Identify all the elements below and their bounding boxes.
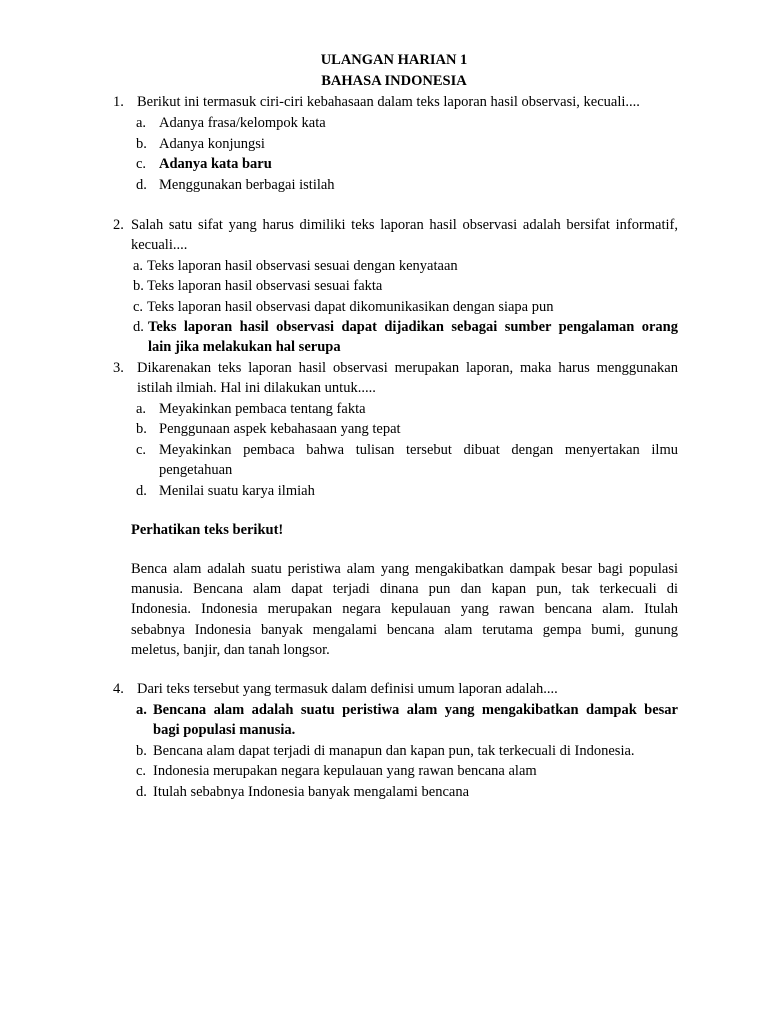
option-letter: a. — [133, 258, 144, 274]
option-text: Meyakinkan pembaca bahwa tulisan tersebut dibuat dengan menyertakan ilmu — [159, 442, 678, 458]
question-text: Dari teks tersebut yang termasuk dalam definisi umum laporan adalah.... — [137, 681, 558, 697]
option-text: Adanya konjungsi — [159, 136, 265, 152]
option-letter: b. — [136, 421, 147, 437]
option-letter: a. — [136, 401, 147, 417]
option-letter: d. — [133, 319, 144, 335]
option-letter: c. — [136, 156, 147, 172]
option-letter: c. — [136, 763, 147, 779]
option-letter: b. — [133, 278, 144, 294]
question-text-line: kecuali.... — [131, 237, 188, 253]
option-text: Menggunakan berbagai istilah — [159, 177, 335, 193]
option-text: Penggunaan aspek kebahasaan yang tepat — [159, 421, 401, 437]
question-number: 1. — [113, 94, 124, 110]
question-text-line: istilah ilmiah. Hal ini dilakukan untuk..... — [137, 380, 376, 396]
option-letter: d. — [136, 784, 147, 800]
option-letter: a. — [136, 702, 147, 718]
passage-line: meletus, banjir, dan tanah longsor. — [131, 642, 330, 658]
option-text-answer: lain jika melakukan hal serupa — [148, 339, 341, 355]
page-title: ULANGAN HARIAN 1 — [320, 52, 468, 68]
question-number: 4. — [113, 681, 124, 697]
option-text-answer: bagi populasi manusia. — [153, 722, 296, 738]
page-subtitle: BAHASA INDONESIA — [321, 73, 467, 89]
option-text: Menilai suatu karya ilmiah — [159, 483, 315, 499]
option-text-answer: Adanya kata baru — [159, 156, 272, 172]
question-text: Berikut ini termasuk ciri-ciri kebahasaan dalam teks laporan hasil observasi, kecuali.... — [137, 94, 640, 110]
option-text: Adanya frasa/kelompok kata — [159, 115, 326, 131]
option-text: Teks laporan hasil observasi sesuai fakta — [147, 278, 383, 294]
question-text-line: Salah satu sifat yang harus dimiliki teks laporan hasil observasi adalah bersifat informatif, — [131, 217, 678, 233]
option-text: Indonesia merupakan negara kepulauan yang rawan bencana alam — [153, 763, 537, 779]
option-text-answer: Bencana alam adalah suatu peristiwa alam yang mengakibatkan dampak besar — [153, 702, 678, 718]
option-letter: d. — [136, 177, 147, 193]
option-letter: a. — [136, 115, 147, 131]
option-letter: d. — [136, 483, 147, 499]
option-text: pengetahuan — [159, 462, 233, 478]
passage-heading: Perhatikan teks berikut! — [131, 522, 284, 538]
passage-line: Indonesia. Indonesia merupakan negara kepulauan yang rawan bencana alam. Itulah — [131, 601, 678, 617]
option-text: Itulah sebabnya Indonesia banyak mengalami bencana — [153, 784, 470, 800]
passage-line: manusia. Bencana alam dapat terjadi dinana pun dan kapan pun, tak terkecuali di — [131, 581, 678, 597]
option-text: Bencana alam dapat terjadi di manapun dan kapan pun, tak terkecuali di Indonesia. — [153, 743, 635, 759]
question-text-line: Dikarenakan teks laporan hasil observasi merupakan laporan, maka harus menggunakan — [137, 360, 678, 376]
option-text: Meyakinkan pembaca tentang fakta — [159, 401, 366, 417]
passage-line: sebabnya Indonesia banyak mengalami bencana alam terutama gempa bumi, gunung — [131, 622, 678, 638]
question-number: 3. — [113, 360, 124, 376]
option-letter: c. — [136, 442, 147, 458]
option-text: Teks laporan hasil observasi sesuai dengan kenyataan — [147, 258, 458, 274]
question-number: 2. — [113, 217, 124, 233]
passage-line: Benca alam adalah suatu peristiwa alam yang mengakibatkan dampak besar bagi populasi — [131, 561, 678, 577]
option-letter: b. — [136, 743, 147, 759]
option-letter: b. — [136, 136, 147, 152]
option-text: Teks laporan hasil observasi dapat dikomunikasikan dengan siapa pun — [147, 299, 554, 315]
option-letter: c. — [133, 299, 144, 315]
option-text-answer: Teks laporan hasil observasi dapat dijadikan sebagai sumber pengalaman orang — [148, 319, 678, 335]
